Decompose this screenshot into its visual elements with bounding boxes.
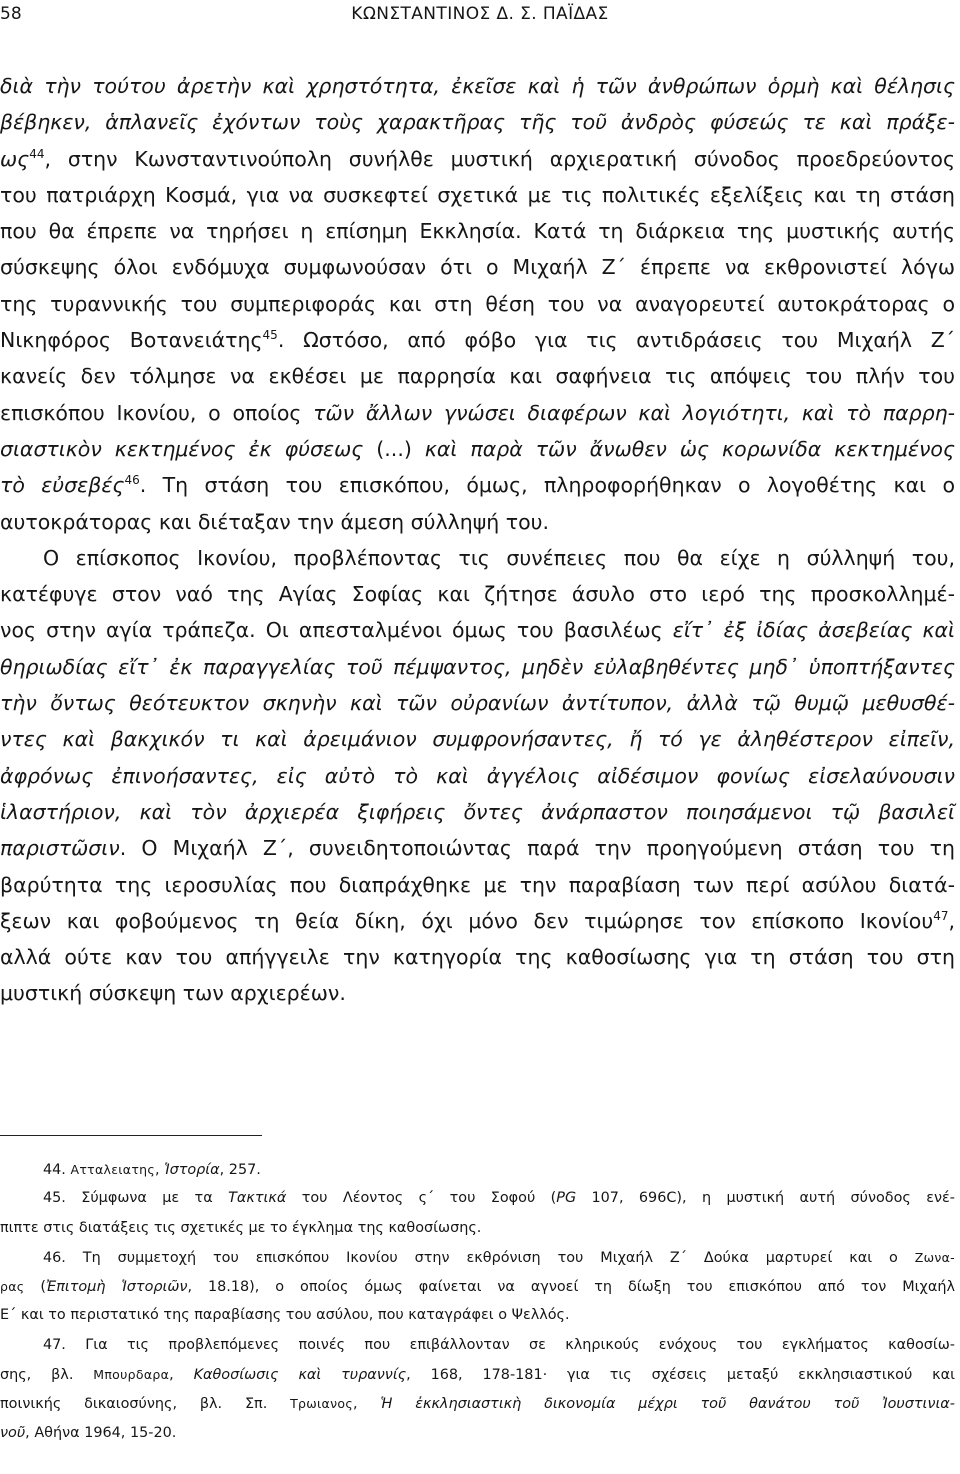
text-line: Ο επίσκοπος Ικονίου, προβλέποντας τις συνέπειες που θα είχε η σύλληψή του, [43,545,955,570]
footnote-47-cont: νοῦ, Αθήνα 1964, 15-20. [0,1424,177,1441]
text-line: κανείς δεν τόλμησε να εκθέσει με παρρησία και σαφήνεια τις απόψεις του πλήν του [0,364,955,389]
page-header [0,2,960,26]
text-line: αλλά ούτε καν του απήγγειλε την κατηγορία της καθοσίωσης για τη στάση του στη [0,945,955,970]
text-line: Νικηφόρος Βοτανειάτης$^{45}$. Ωστόσο, από φόβο για τις αντιδράσεις του Μιχαήλ Ζ΄ [0,328,956,353]
text-line: ξεων και φοβούμενος τη θεία δίκη, όχι μόνο δεν τιμώρησε τον επίσκοπο Ικονίου$^{47}$, [0,908,955,933]
text-line: $\omega\varsigma^{44}$, στην Κωνσταντινούπολη συνήλθε μυστική αρχιερατική σύνοδος προεδρεύοντος [0,146,955,171]
text-line: του πατριάρχη Κοσμά, για να συσκεφτεί σχετικά με τις πολιτικές εξελίξεις και τη στάση [0,182,955,207]
page-number: 58 [0,4,22,24]
footnote-46-cont: ρας (Ἐπιτομὴ Ἱστοριῶν, 18.18), ο οποίος όμως φαίνεται να αγνοεί τη δίωξη του επισκόπου από τον Μιχαήλ [0,1279,955,1296]
footnotes [0,1155,955,1448]
footnote-ref: 47 [933,909,949,923]
text-line: τὸ εὐσεβές$^{46}$. Τη στάση του επισκόπου, όμως, πληροφορήθηκαν ο λογοθέτης και ο [0,473,955,498]
text-line: σιαστικὸν κεκτημένος ἐκ φύσεως (...) καὶ παρὰ τῶν ἄνωθεν ὡς κορωνίδα κεκτημένος [0,436,955,461]
footnote-47-cont: σης, βλ. Μπουρδαρα, Καθοσίωσις καὶ τυραννίς, 168, 178-181· για τις σχέσεις μεταξύ εκκλησιαστικού και [0,1367,955,1384]
text-line: ντες καὶ βακχικόν τι καὶ ἀρειμάνιον συμφρονήσαντες, ἤ τό γε ἀληθέστερον εἰπεῖν, [0,727,955,752]
footnote-47-cont: ποινικής δικαιοσύνης, βλ. Σπ. Τρωιανος, Ἡ ἐκκλησιαστικὴ δικονομία μέχρι τοῦ θανάτου τοῦ Ἰουστινια- [0,1396,955,1413]
text-line: σύσκεψης όλοι ενδόμυχα συμφωνούσαν ότι ο Μιχαήλ Ζ΄ έπρεπε να εκθρονιστεί λόγω [0,255,955,280]
text-line: παριστῶσιν. Ο Μιχαήλ Ζ΄, συνειδητοποιώντας παρά την προηγούμενη στάση του τη [0,836,955,861]
footnote-46-cont: Ε΄ και το περιστατικό της παραβίασης του ασύλου, που καταγράφει ο Ψελλός. [0,1307,570,1324]
footnote-divider [0,1135,262,1136]
text-line: ἀφρόνως ἐπινοήσαντες, εἰς αὐτὸ τὸ καὶ ἀγγέλοις αἰδέσιμον φονίως εἰσελαύνουσιν [0,763,955,788]
footnote-ref: 44 [29,146,45,161]
footnote-47: 47. Για τις προβλεπόμενες ποινές που επιβάλλονταν σε κληρικούς ενόχους του εγκλήματος καθοσίω- [43,1336,955,1353]
footnote-ref: 46 [124,473,140,488]
footnote-ref: 45 [262,328,278,343]
footnote-45-cont: πιπτε στις διατάξεις τις σχετικές με το έγκλημα της καθοσίωσης. [0,1219,482,1236]
text-line: νος στην αγία τράπεζα. Οι απεσταλμένοι όμως του βασιλέως εἴτ᾽ ἐξ ἰδίας ἀσεβείας καὶ [0,618,955,643]
text-line: που θα έπρεπε να τηρήσει η επίσημη Εκκλησία. Κατά τη διάρκεια της μυστικής αυτής [0,219,955,244]
text-line: μυστική σύσκεψη των αρχιερέων. [0,981,346,1006]
text-line: κατέφυγε στον ναό της Αγίας Σοφίας και ζήτησε άσυλο στο ιερό της προσκολλημέ- [0,582,955,607]
text-line: τὴν ὄντως θεότευκτον σκηνὴν καὶ τῶν οὐρανίων ἀντίτυπον, ἀλλὰ τῷ θυμῷ μεθυσθέ- [0,691,955,716]
text-line: βαρύτητα της ιεροσυλίας που διαπράχθηκε με την παραβίαση των περί ασύλου διατά- [0,872,955,897]
footnote-44: 44. Ατταλειατης, Ἱστορία, 257. [43,1162,261,1178]
text-line: αυτοκράτορας και διέταξαν την άμεση σύλληψή του. [0,509,550,534]
text-line: επισκόπου Ικονίου, ο οποίος τῶν ἄλλων γνώσει διαφέρων καὶ λογιότητι, καὶ τὸ παρρη- [0,400,956,425]
text-line: θηριωδίας εἴτ᾽ ἐκ παραγγελίας τοῦ πέμψαντος, μηδὲν εὐλαβηθέντες μηδ᾽ ὑποπτήξαντες [0,654,955,679]
text-line: της τυραννικής του συμπεριφοράς και στη θέση του να αναγορευτεί αυτοκράτορας ο [0,291,955,316]
text-line: βέβηκεν, ἁπλανεῖς ἐχόντων τοὺς χαρακτῆρας τῆς τοῦ ἀνδρὸς φύσεώς τε καὶ πράξε- [0,110,955,135]
footnote-46: 46. Τη συμμετοχή του επισκόπου Ικονίου στην εκθρόνιση του Μιχαήλ Ζ΄ Δούκα μαρτυρεί και ο Ζωνα- [43,1249,955,1266]
text-line: διὰ τὴν τούτου ἀρετὴν καὶ χρηστότητα, ἐκεῖσε καὶ ἡ τῶν ἀνθρώπων ὁρμὴ καὶ θέλησις [0,74,955,98]
footnote-45: 45. Σύμφωνα με τα Τακτικά του Λέοντος ς΄ του Σοφού (PG 107, 696C), η μυστική αυτή σύνοδος ενέ- [43,1190,956,1207]
running-head: ΚΩΝΣΤΑΝΤΙΝΟΣ Δ. Σ. ΠΑΪΔΑΣ [351,4,609,24]
body-text [0,68,955,1012]
text-line: ἱλαστήριον, καὶ τὸν ἀρχιερέα ξιφήρεις ὄντες ἀνάρπαστον ποιησάμενοι τῷ βασιλεῖ [0,799,955,824]
